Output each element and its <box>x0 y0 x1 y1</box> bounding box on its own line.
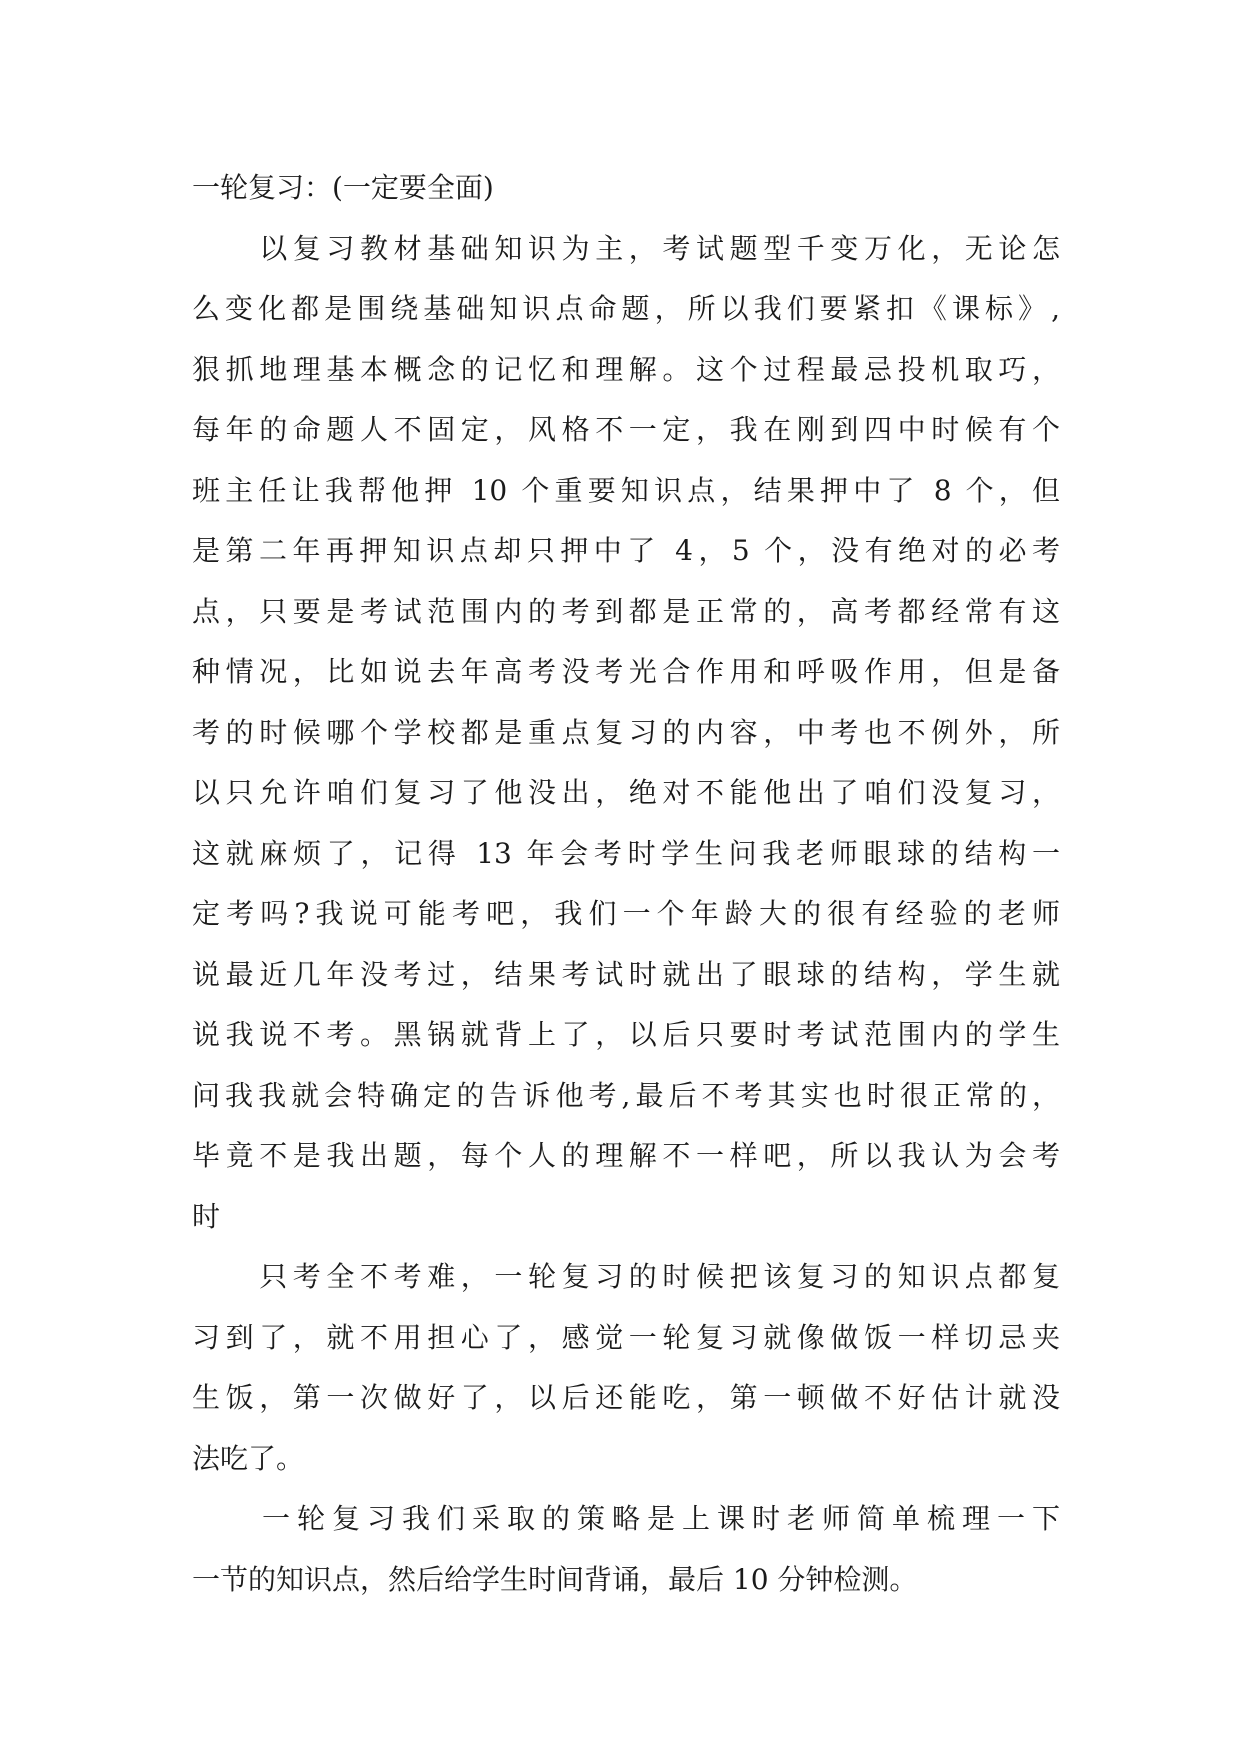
paragraph-line: 种情况，比如说去年高考没考光合作用和呼吸作用，但是备 <box>192 655 1060 688</box>
paragraph-line: 狠抓地理基本概念的记忆和理解。这个过程最忌投机取巧， <box>192 352 1060 386</box>
paragraph-line: 生饭，第一次做好了，以后还能吃，第一顿做不好估计就没 <box>192 1381 1060 1414</box>
paragraph-line: 时 <box>192 1199 221 1233</box>
paragraph-line: 习到了，就不用担心了，感觉一轮复习就像做饭一样切忌夹 <box>192 1320 1060 1354</box>
section-heading <box>192 158 1060 219</box>
paragraph-line: 说最近几年没考过，结果考试时就出了眼球的结构，学生就 <box>192 957 1060 991</box>
paragraph-line: 每年的命题人不固定，风格不一定，我在刚到四中时候有个 <box>192 413 1060 446</box>
paragraph-line: 说我说不考。黑锅就背上了，以后只要时考试范围内的学生 <box>192 1018 1060 1051</box>
paragraph-1 <box>192 219 1060 1248</box>
paragraph-line: 考的时候哪个学校都是重点复习的内容，中考也不例外，所 <box>192 715 1060 749</box>
paragraph-line: 这就麻烦了，记得 13 年会考时学生问我老师眼球的结构一 <box>192 836 1060 870</box>
paragraph-line: 班主任让我帮他押 10 个重要知识点，结果押中了 8 个，但 <box>192 473 1060 507</box>
paragraph-line: 只考全不考难，一轮复习的时候把该复习的知识点都复 <box>192 1260 1060 1293</box>
paragraph-line: 一节的知识点，然后给学生时间背诵，最后 10 分钟检测。 <box>192 1562 918 1596</box>
paragraph-3 <box>192 1489 1060 1610</box>
paragraph-line: 是第二年再押知识点却只押中了 4，5 个，没有绝对的必考 <box>192 534 1060 567</box>
paragraph-line: 毕竟不是我出题，每个人的理解不一样吧，所以我认为会考 <box>192 1139 1060 1172</box>
paragraph-line: 以只允许咱们复习了他没出，绝对不能他出了咱们没复习， <box>192 776 1060 809</box>
paragraph-line: 点，只要是考试范围内的考到都是正常的，高考都经常有这 <box>192 594 1060 628</box>
paragraph-line: 问我我就会特确定的告诉他考,最后不考其实也时很正常的， <box>192 1078 1060 1112</box>
paragraph-line: 么变化都是围绕基础知识点命题，所以我们要紧扣《课标》, <box>192 292 1060 325</box>
document-body <box>192 158 1060 1610</box>
heading-text: 一轮复习：(一定要全面) <box>192 171 494 204</box>
paragraph-line: 定考吗?我说可能考吧，我们一个年龄大的很有经验的老师 <box>192 897 1060 930</box>
paragraph-line: 法吃了。 <box>192 1441 305 1475</box>
paragraph-2 <box>192 1247 1060 1489</box>
paragraph-line: 以复习教材基础知识为主，考试题型千变万化，无论怎 <box>192 231 1060 265</box>
paragraph-line: 一轮复习我们采取的策略是上课时老师简单梳理一下 <box>192 1502 1060 1535</box>
